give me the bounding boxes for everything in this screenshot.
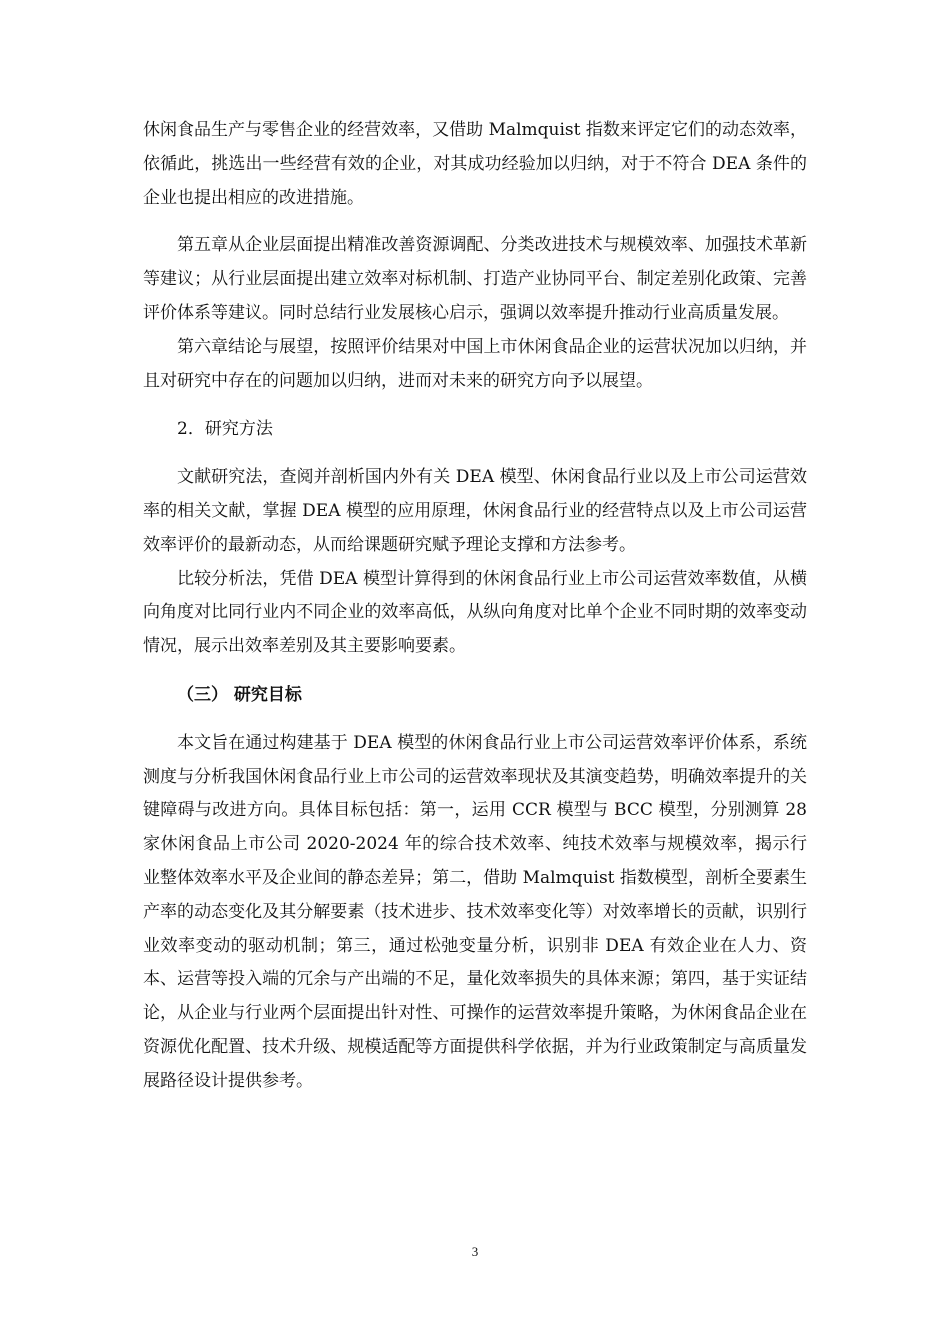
paragraph-chapter-six: 第六章结论与展望，按照评价结果对中国上市休闲食品企业的运营状况加以归纳，并且对研究中存在的问题加以归纳，进而对未来的研究方向予以展望。 — [143, 336, 807, 391]
paragraph-comparative-method: 比较分析法，凭借 DEA 模型计算得到的休闲食品行业上市公司运营效率数值，从横向角度对比同行业内不同企业的效率高低，从纵向角度对比单个企业不同时期的效率变动情况，展示出效率差别及其主要影响要素。 — [143, 568, 807, 657]
section-heading-objectives: （三） 研究目标 — [177, 684, 302, 705]
body-text — [143, 114, 807, 1099]
section-heading-methods: 2．研究方法 — [177, 419, 273, 440]
paragraph-literature-method: 文献研究法，查阅并剖析国内外有关 DEA 模型、休闲食品行业以及上市公司运营效率的相关文献，掌握 DEA 模型的应用原理，休闲食品行业的经营特点以及上市公司运营效率评价的最新动态，从而给课题研究赋予理论支撑和方法参考。 — [143, 467, 807, 555]
page-number: 3 — [471, 1244, 479, 1259]
paragraph-continuation: 休闲食品生产与零售企业的经营效率，又借助 Malmquist 指数来评定它们的动态效率，依循此，挑选出一些经营有效的企业，对其成功经验加以归纳，对于不符合 DEA 条件的企业也提出相应的改进措施。 — [143, 120, 807, 208]
paragraph-objectives: 本文旨在通过构建基于 DEA 模型的休闲食品行业上市公司运营效率评价体系，系统测度与分析我国休闲食品行业上市公司的运营效率现状及其演变趋势，明确效率提升的关键障碍与改进方向。具体目标包括：第一，运用 CCR 模型与 BCC 模型，分别测算 28 家休闲食品上市公司 2020-2024 年的综合技术效率、纯技术效率与规模效率，揭示行业整体效率水平及企业间的静态差异；第二，借助 Malmquist 指数模型，剖析全要素生产率的动态变化及其分解要素（技术进步、技术效率变化等）对效率增长的贡献，识别行业效率变动的驱动机制；第三，通过松弛变量分析，识别非 DEA 有效企业在人力、资本、运营等投入端的冗余与产出端的不足，量化效率损失的具体来源；第四，基于实证结论，从企业与行业两个层面提出针对性、可操作的运营效率提升策略，为休闲食品企业在资源优化配置、技术升级、规模适配等方面提供科学依据，并为行业政策制定与高质量发展路径设计提供参考。 — [143, 732, 807, 1091]
paragraph-chapter-five: 第五章从企业层面提出精准改善资源调配、分类改进技术与规模效率、加强技术革新等建议；从行业层面提出建立效率对标机制、打造产业协同平台、制定差别化政策、完善评价体系等建议。同时总结行业发展核心启示，强调以效率提升推动行业高质量发展。 — [143, 235, 807, 323]
